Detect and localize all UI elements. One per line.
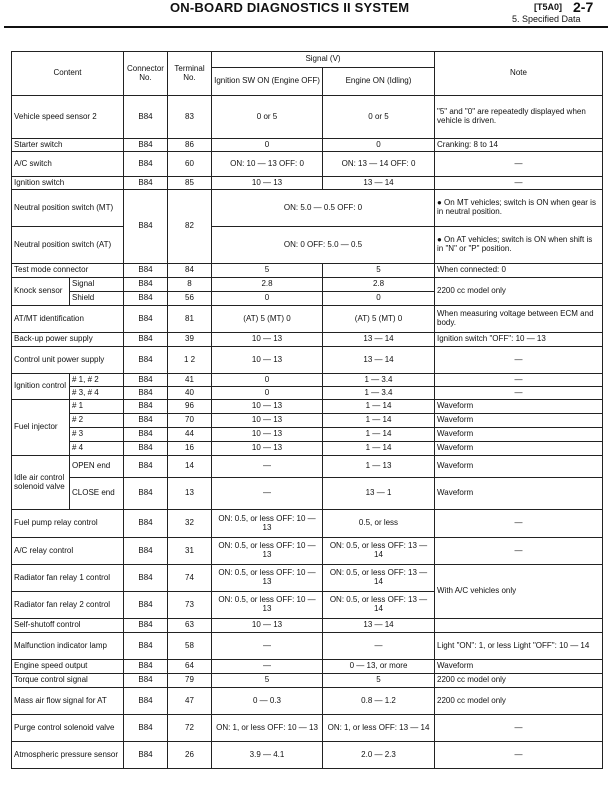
row-terminal: 8 — [168, 278, 212, 292]
table-row — [12, 177, 603, 190]
row-terminal: 31 — [168, 538, 212, 565]
row-note: Waveform — [435, 478, 603, 510]
row-connector: B84 — [124, 374, 168, 387]
row-eng-signal: (AT) 5 (MT) 0 — [323, 306, 435, 333]
table-row — [12, 227, 603, 264]
row-terminal: 81 — [168, 306, 212, 333]
row-ign-signal: 0 — [212, 139, 323, 152]
table-row — [12, 510, 603, 538]
row-note: With A/C vehicles only — [435, 565, 603, 619]
row-note: When measuring voltage between ECM and body. — [435, 306, 603, 333]
row-terminal: 96 — [168, 400, 212, 414]
row-connector: B84 — [124, 688, 168, 715]
row-eng-signal: 1 — 14 — [323, 442, 435, 456]
header-ignition-on: Ignition SW ON (Engine OFF) — [212, 68, 323, 96]
row-content: Engine speed output — [12, 660, 124, 674]
table-row — [12, 152, 603, 177]
page-subtitle: 5. Specified Data — [512, 14, 581, 24]
row-note — [435, 619, 603, 633]
row-connector: B84 — [124, 292, 168, 306]
row-ign-signal: ON: 0.5, or less OFF: 10 — 13 — [212, 565, 323, 592]
row-content: Vehicle speed sensor 2 — [12, 96, 124, 139]
table-row — [12, 478, 603, 510]
row-note: Ignition switch "OFF": 10 — 13 — [435, 333, 603, 347]
row-content: AT/MT identification — [12, 306, 124, 333]
row-connector: B84 — [124, 633, 168, 660]
row-content: Neutral position switch (MT) — [12, 190, 124, 227]
table-row — [12, 660, 603, 674]
row-eng-signal: 5 — [323, 264, 435, 278]
row-eng-signal: 1 — 14 — [323, 400, 435, 414]
header-note: Note — [435, 52, 603, 96]
row-terminal: 85 — [168, 177, 212, 190]
specified-data-table — [11, 51, 603, 769]
row-note: Waveform — [435, 442, 603, 456]
row-note: — — [435, 742, 603, 769]
row-note: — — [435, 347, 603, 374]
table-row — [12, 442, 603, 456]
table-row — [12, 428, 603, 442]
table-row — [12, 715, 603, 742]
row-content: A/C relay control — [12, 538, 124, 565]
row-note: — — [435, 510, 603, 538]
row-connector: B84 — [124, 456, 168, 478]
row-signal: ON: 0 OFF: 5.0 — 0.5 — [212, 227, 435, 264]
row-note: 2200 cc model only — [435, 688, 603, 715]
row-ign-signal: — — [212, 633, 323, 660]
table-row — [12, 688, 603, 715]
row-eng-signal: 2.0 — 2.3 — [323, 742, 435, 769]
row-terminal: 83 — [168, 96, 212, 139]
row-connector: B84 — [124, 177, 168, 190]
row-content: Fuel injector — [12, 400, 70, 456]
row-note: Waveform — [435, 660, 603, 674]
row-ign-signal: — — [212, 478, 323, 510]
row-connector: B84 — [124, 190, 168, 264]
row-content: Fuel pump relay control — [12, 510, 124, 538]
row-terminal: 79 — [168, 674, 212, 688]
row-eng-signal: 0 — [323, 292, 435, 306]
row-connector: B84 — [124, 347, 168, 374]
row-content: Purge control solenoid valve — [12, 715, 124, 742]
row-terminal: 84 — [168, 264, 212, 278]
row-connector: B84 — [124, 333, 168, 347]
row-content: Starter switch — [12, 139, 124, 152]
table-row — [12, 456, 603, 478]
row-ign-signal: ON: 10 — 13 OFF: 0 — [212, 152, 323, 177]
row-ign-signal: 0 — 0.3 — [212, 688, 323, 715]
row-subcontent: # 3, # 4 — [70, 387, 124, 400]
row-connector: B84 — [124, 538, 168, 565]
row-note: — — [435, 374, 603, 387]
row-connector: B84 — [124, 264, 168, 278]
row-note: — — [435, 387, 603, 400]
row-ign-signal: 2.8 — [212, 278, 323, 292]
row-note: — — [435, 177, 603, 190]
row-content: Knock sensor — [12, 278, 70, 306]
row-content: Malfunction indicator lamp — [12, 633, 124, 660]
row-content: Ignition control — [12, 374, 70, 400]
row-connector: B84 — [124, 619, 168, 633]
row-eng-signal: 1 — 3.4 — [323, 374, 435, 387]
row-terminal: 32 — [168, 510, 212, 538]
row-eng-signal: 1 — 3.4 — [323, 387, 435, 400]
row-content: Test mode connector — [12, 264, 124, 278]
row-content: Self-shutoff control — [12, 619, 124, 633]
table-row — [12, 306, 603, 333]
row-eng-signal: 5 — [323, 674, 435, 688]
row-note: Waveform — [435, 428, 603, 442]
row-eng-signal: 2.8 — [323, 278, 435, 292]
row-ign-signal: 10 — 13 — [212, 442, 323, 456]
row-note: 2200 cc model only — [435, 674, 603, 688]
row-terminal: 13 — [168, 478, 212, 510]
row-connector: B84 — [124, 592, 168, 619]
table-row — [12, 400, 603, 414]
table-row — [12, 565, 603, 592]
row-terminal: 40 — [168, 387, 212, 400]
table-row — [12, 374, 603, 387]
row-signal: ON: 5.0 — 0.5 OFF: 0 — [212, 190, 435, 227]
row-connector: B84 — [124, 442, 168, 456]
row-terminal: 47 — [168, 688, 212, 715]
row-terminal: 16 — [168, 442, 212, 456]
row-terminal: 26 — [168, 742, 212, 769]
row-connector: B84 — [124, 387, 168, 400]
row-note: ● On MT vehicles; switch is ON when gear is in neutral position. — [435, 190, 603, 227]
row-eng-signal: 13 — 14 — [323, 619, 435, 633]
row-note: Waveform — [435, 400, 603, 414]
row-note: "5" and "0" are repeatedly displayed when vehicle is driven. — [435, 96, 603, 139]
row-terminal: 58 — [168, 633, 212, 660]
row-ign-signal: 10 — 13 — [212, 428, 323, 442]
table-row — [12, 538, 603, 565]
row-ign-signal: 10 — 13 — [212, 414, 323, 428]
row-terminal: 82 — [168, 190, 212, 264]
row-ign-signal: 10 — 13 — [212, 347, 323, 374]
row-connector: B84 — [124, 152, 168, 177]
page-header — [0, 0, 610, 34]
row-content: Ignition switch — [12, 177, 124, 190]
row-content: Back-up power supply — [12, 333, 124, 347]
row-terminal: 64 — [168, 660, 212, 674]
row-eng-signal: 0 — [323, 139, 435, 152]
row-content: A/C switch — [12, 152, 124, 177]
row-ign-signal: 5 — [212, 674, 323, 688]
row-terminal: 1 2 — [168, 347, 212, 374]
row-subcontent: # 1, # 2 — [70, 374, 124, 387]
row-ign-signal: 0 or 5 — [212, 96, 323, 139]
row-connector: B84 — [124, 742, 168, 769]
row-connector: B84 — [124, 306, 168, 333]
row-ign-signal: 10 — 13 — [212, 619, 323, 633]
row-terminal: 74 — [168, 565, 212, 592]
row-ign-signal: 5 — [212, 264, 323, 278]
row-ign-signal: (AT) 5 (MT) 0 — [212, 306, 323, 333]
row-ign-signal: 0 — [212, 374, 323, 387]
header-signal: Signal (V) — [212, 52, 435, 68]
row-eng-signal: 13 — 14 — [323, 177, 435, 190]
row-subcontent: # 3 — [70, 428, 124, 442]
row-ign-signal: ON: 0.5, or less OFF: 10 — 13 — [212, 510, 323, 538]
row-terminal: 44 — [168, 428, 212, 442]
table-row — [12, 347, 603, 374]
row-ign-signal: 0 — [212, 387, 323, 400]
page-number: 2-7 — [573, 0, 594, 15]
row-eng-signal: 13 — 14 — [323, 347, 435, 374]
row-eng-signal: 13 — 1 — [323, 478, 435, 510]
row-subcontent: CLOSE end — [70, 478, 124, 510]
row-ign-signal: 10 — 13 — [212, 400, 323, 414]
table-row — [12, 96, 603, 139]
row-eng-signal: 0.8 — 1.2 — [323, 688, 435, 715]
row-terminal: 60 — [168, 152, 212, 177]
row-connector: B84 — [124, 660, 168, 674]
row-ign-signal: — — [212, 660, 323, 674]
header-engine-on: Engine ON (Idling) — [323, 68, 435, 96]
row-connector: B84 — [124, 139, 168, 152]
header-connector: Connector No. — [124, 52, 168, 96]
header-content: Content — [12, 52, 124, 96]
row-content: Radiator fan relay 2 control — [12, 592, 124, 619]
row-eng-signal: 13 — 14 — [323, 333, 435, 347]
row-content: Mass air flow signal for AT — [12, 688, 124, 715]
row-note: 2200 cc model only — [435, 278, 603, 306]
row-subcontent: # 2 — [70, 414, 124, 428]
table-row — [12, 333, 603, 347]
row-connector: B84 — [124, 674, 168, 688]
table-row — [12, 264, 603, 278]
row-subcontent: # 4 — [70, 442, 124, 456]
row-content: Neutral position switch (AT) — [12, 227, 124, 264]
row-terminal: 86 — [168, 139, 212, 152]
row-connector: B84 — [124, 414, 168, 428]
row-note: Light "ON": 1, or less Light "OFF": 10 — 14 — [435, 633, 603, 660]
row-eng-signal: — — [323, 633, 435, 660]
row-ign-signal: ON: 0.5, or less OFF: 10 — 13 — [212, 592, 323, 619]
row-content: Torque control signal — [12, 674, 124, 688]
row-connector: B84 — [124, 278, 168, 292]
row-ign-signal: — — [212, 456, 323, 478]
table-header-row — [12, 52, 603, 68]
row-eng-signal: 0 or 5 — [323, 96, 435, 139]
row-ign-signal: 10 — 13 — [212, 333, 323, 347]
row-ign-signal: 3.9 — 4.1 — [212, 742, 323, 769]
row-terminal: 72 — [168, 715, 212, 742]
row-eng-signal: 0.5, or less — [323, 510, 435, 538]
row-terminal: 56 — [168, 292, 212, 306]
row-subcontent: OPEN end — [70, 456, 124, 478]
row-terminal: 70 — [168, 414, 212, 428]
row-terminal: 63 — [168, 619, 212, 633]
row-eng-signal: 0 — 13, or more — [323, 660, 435, 674]
row-note: — — [435, 538, 603, 565]
table-row — [12, 674, 603, 688]
row-subcontent: Shield — [70, 292, 124, 306]
row-note: — — [435, 715, 603, 742]
row-connector: B84 — [124, 428, 168, 442]
row-content: Control unit power supply — [12, 347, 124, 374]
header-rule — [4, 26, 608, 28]
row-content: Idle air control solenoid valve — [12, 456, 70, 510]
row-note: Waveform — [435, 414, 603, 428]
table-row — [12, 633, 603, 660]
table-row — [12, 387, 603, 400]
table-row — [12, 278, 603, 292]
row-connector: B84 — [124, 478, 168, 510]
row-eng-signal: ON: 0.5, or less OFF: 13 — 14 — [323, 538, 435, 565]
page-title: ON-BOARD DIAGNOSTICS II SYSTEM — [170, 0, 410, 15]
row-subcontent: # 1 — [70, 400, 124, 414]
row-eng-signal: ON: 1, or less OFF: 13 — 14 — [323, 715, 435, 742]
header-terminal: Terminal No. — [168, 52, 212, 96]
row-note: When connected: 0 — [435, 264, 603, 278]
row-connector: B84 — [124, 715, 168, 742]
row-eng-signal: 1 — 14 — [323, 414, 435, 428]
row-subcontent: Signal — [70, 278, 124, 292]
row-content: Radiator fan relay 1 control — [12, 565, 124, 592]
row-eng-signal: ON: 0.5, or less OFF: 13 — 14 — [323, 592, 435, 619]
row-connector: B84 — [124, 565, 168, 592]
row-connector: B84 — [124, 510, 168, 538]
row-eng-signal: 1 — 14 — [323, 428, 435, 442]
row-eng-signal: ON: 13 — 14 OFF: 0 — [323, 152, 435, 177]
row-content: Atmospheric pressure sensor — [12, 742, 124, 769]
table-row — [12, 139, 603, 152]
row-ign-signal: ON: 1, or less OFF: 10 — 13 — [212, 715, 323, 742]
table-row — [12, 414, 603, 428]
row-note: ● On AT vehicles; switch is ON when shift is in "N" or "P" position. — [435, 227, 603, 264]
row-ign-signal: 10 — 13 — [212, 177, 323, 190]
row-eng-signal: ON: 0.5, or less OFF: 13 — 14 — [323, 565, 435, 592]
row-terminal: 39 — [168, 333, 212, 347]
section-code: [T5A0] — [534, 2, 563, 12]
row-note: — — [435, 152, 603, 177]
row-ign-signal: ON: 0.5, or less OFF: 10 — 13 — [212, 538, 323, 565]
row-terminal: 41 — [168, 374, 212, 387]
table-row — [12, 190, 603, 227]
row-connector: B84 — [124, 400, 168, 414]
row-note: Cranking: 8 to 14 — [435, 139, 603, 152]
row-terminal: 14 — [168, 456, 212, 478]
table-row — [12, 619, 603, 633]
row-terminal: 73 — [168, 592, 212, 619]
row-ign-signal: 0 — [212, 292, 323, 306]
row-note: Waveform — [435, 456, 603, 478]
table-row — [12, 742, 603, 769]
row-connector: B84 — [124, 96, 168, 139]
row-eng-signal: 1 — 13 — [323, 456, 435, 478]
